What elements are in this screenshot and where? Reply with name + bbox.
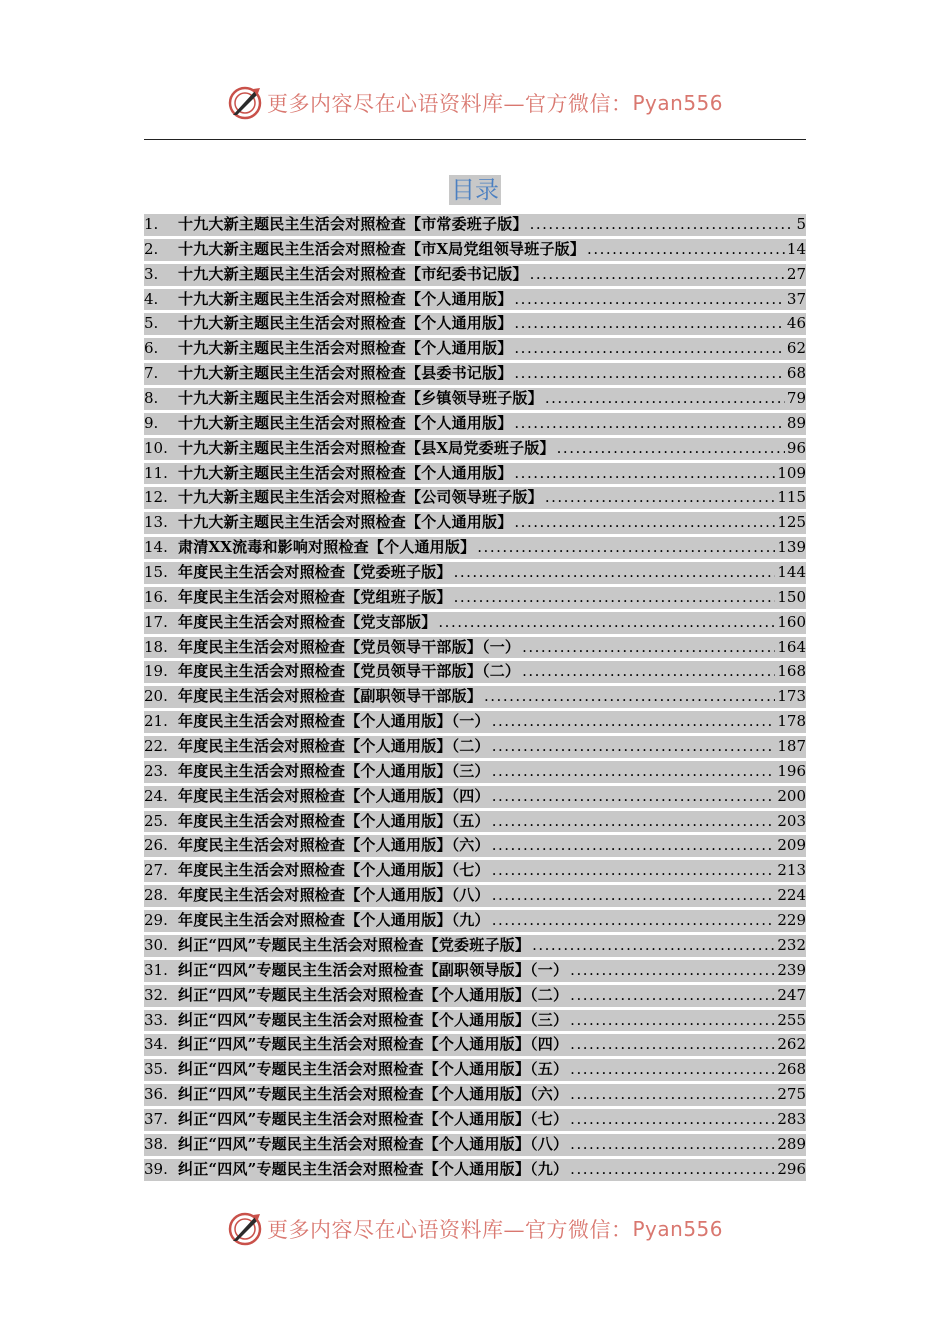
banner-wechat-id: Pyan556 [632,1217,723,1241]
toc-entry-page: 27 [786,264,806,283]
toc-entry-page: 239 [777,960,806,979]
toc-entry-number: 11. [144,463,168,482]
toc-entry[interactable] [144,313,806,338]
toc-entry-number: 34. [144,1035,168,1054]
toc-entry-leader [514,313,785,334]
toc-entry-number: 18. [144,637,168,656]
toc-entry-title: 十九大新主题民主生活会对照检查【个人通用版】 [178,463,513,482]
toc-entry-page: 268 [777,1060,806,1079]
toc-entry-title: 年度民主生活会对照检查【个人通用版】（八） [178,886,490,905]
toc-entry[interactable] [144,264,806,289]
toc-entry-page: 139 [777,538,806,557]
toc-entry[interactable] [144,985,806,1010]
toc-entry-page: 209 [777,836,806,855]
toc-entry-title: 纠正“四风”专题民主生活会对照检查【个人通用版】（六） [178,1085,569,1104]
toc-entry-number: 3. [144,264,159,283]
toc-entry-number: 7. [144,364,159,383]
toc-entry-leader [570,1059,775,1080]
toc-entry[interactable] [144,612,806,637]
toc-entry-leader [492,885,776,906]
toc-entry[interactable] [144,1059,806,1084]
toc-entry-number: 5. [144,314,159,333]
toc-entry-leader [492,761,776,782]
toc-entry-leader [570,1010,775,1031]
banner-text: 更多内容尽在心语资料库—官方微信： [266,1218,633,1242]
header-banner [0,83,950,123]
toc-entry-number: 32. [144,985,168,1004]
toc-entry-number: 2. [144,239,159,258]
toc-entry-title: 年度民主生活会对照检查【个人通用版】（二） [178,737,490,756]
toc-entry-page: 62 [786,339,806,358]
toc-entry[interactable] [144,214,806,239]
toc-entry[interactable] [144,289,806,314]
toc-entry-number: 37. [144,1109,168,1128]
toc-entry-title: 年度民主生活会对照检查【个人通用版】（一） [178,712,490,731]
toc-entry-leader [545,487,776,508]
toc-entry-page: 164 [777,637,806,656]
toc-entry[interactable] [144,835,806,860]
toc-entry-leader [514,363,785,384]
toc-entry-title: 年度民主生活会对照检查【党员领导干部版】（一） [178,637,521,656]
toc-entry-title: 纠正“四风”专题民主生活会对照检查【个人通用版】（二） [178,985,569,1004]
toc-entry-title: 年度民主生活会对照检查【个人通用版】（五） [178,811,490,830]
toc-entry-page: 37 [786,289,806,308]
toc-entry-number: 22. [144,737,168,756]
quill-logo-icon [227,1211,263,1247]
toc-entry-leader [522,637,775,658]
toc-entry-title: 年度民主生活会对照检查【党员领导干部版】（二） [178,662,521,681]
toc-entry-number: 35. [144,1060,168,1079]
toc-entry-number: 12. [144,488,168,507]
toc-entry[interactable] [144,637,806,662]
toc-entry-page: 229 [777,911,806,930]
toc-entry-page: 213 [777,861,806,880]
toc-entry[interactable] [144,463,806,488]
toc-entry-title: 十九大新主题民主生活会对照检查【乡镇领导班子版】 [178,389,543,408]
toc-entry-page: 109 [777,463,806,482]
toc-entry-leader [530,214,795,235]
toc-entry[interactable] [144,736,806,761]
toc-entry-title: 十九大新主题民主生活会对照检查【市X局党组领导班子版】 [178,239,586,258]
toc-entry-page: 46 [786,314,806,333]
toc-entry-leader [492,860,776,881]
toc-entry-leader [514,413,785,434]
toc-entry-title: 纠正“四风”专题民主生活会对照检查【个人通用版】（九） [178,1159,569,1178]
toc-entry-leader [484,686,775,707]
toc-entry-number: 31. [144,960,168,979]
toc-entry-leader [492,736,776,757]
toc-entry-title: 年度民主生活会对照检查【副职领导干部版】 [178,687,483,706]
toc-entry-number: 21. [144,712,168,731]
toc-entry[interactable] [144,338,806,363]
toc-entry-page: 125 [777,513,806,532]
toc-entry-number: 30. [144,935,168,954]
toc-entry-number: 4. [144,289,159,308]
toc-entry-page: 232 [777,935,806,954]
toc-entry-leader [514,338,785,359]
toc-entry-leader [514,512,775,533]
toc-entry-leader [454,587,776,608]
toc-entry-number: 9. [144,413,159,432]
toc-entry-title: 十九大新主题民主生活会对照检查【个人通用版】 [178,513,513,532]
toc-entry-page: 178 [777,712,806,731]
toc-entry-title: 纠正“四风”专题民主生活会对照检查【党委班子版】 [178,935,531,954]
toc-entry[interactable] [144,860,806,885]
toc-entry-number: 33. [144,1010,168,1029]
toc-entry-leader [570,1034,775,1055]
toc-entry-page: 247 [777,985,806,1004]
toc-entry-page: 89 [786,413,806,432]
toc-entry[interactable] [144,562,806,587]
toc-entry-number: 39. [144,1159,168,1178]
toc-entry-title: 十九大新主题民主生活会对照检查【县委书记版】 [178,364,513,383]
toc-entry-number: 25. [144,811,168,830]
toc-entry-leader [570,1084,775,1105]
toc-entry[interactable] [144,438,806,463]
toc-entry-title: 肃清XX流毒和影响对照检查【个人通用版】 [178,538,476,557]
toc-entry-page: 160 [777,612,806,631]
toc-entry-title: 纠正“四风”专题民主生活会对照检查【个人通用版】（七） [178,1109,569,1128]
toc-title: 目录 [451,176,499,204]
toc-entry-page: 187 [777,737,806,756]
toc-entry-title: 纠正“四风”专题民主生活会对照检查【副职领导版】（一） [178,960,569,979]
toc-entry-page: 5 [796,215,806,233]
toc-entry-leader [570,985,775,1006]
toc-entry[interactable] [144,935,806,960]
toc-entry-title: 年度民主生活会对照检查【个人通用版】（三） [178,761,490,780]
toc-entry-leader [530,264,785,285]
toc-entry-title: 年度民主生活会对照检查【党委班子版】 [178,563,452,582]
toc-entry-leader [570,1159,775,1180]
toc-entry[interactable] [144,388,806,413]
toc-entry-title: 纠正“四风”专题民主生活会对照检查【个人通用版】（四） [178,1035,569,1054]
toc-entry-number: 1. [144,215,159,233]
toc-entry-title: 十九大新主题民主生活会对照检查【市纪委书记版】 [178,264,528,283]
toc-entry[interactable] [144,960,806,985]
toc-entry-title: 十九大新主题民主生活会对照检查【个人通用版】 [178,413,513,432]
footer-banner [0,1209,950,1249]
toc-entry-title: 年度民主生活会对照检查【个人通用版】（七） [178,861,490,880]
toc-entry-title: 十九大新主题民主生活会对照检查【个人通用版】 [178,289,513,308]
toc-entry-leader [492,786,776,807]
toc-entry-page: 96 [786,438,806,457]
toc-entry-number: 8. [144,389,159,408]
toc-entry[interactable] [144,885,806,910]
toc-entry-number: 17. [144,612,168,631]
toc-entry-page: 144 [777,563,806,582]
toc-entry-number: 10. [144,438,168,457]
toc-entry-number: 19. [144,662,168,681]
toc-entry-number: 38. [144,1134,168,1153]
banner-wechat-id: Pyan556 [632,91,723,115]
toc-entry-leader [570,1134,775,1155]
toc-entry-page: 255 [777,1010,806,1029]
toc-entry-title: 十九大新主题民主生活会对照检查【个人通用版】 [178,314,513,333]
toc-entry-page: 115 [777,488,806,507]
toc-entry[interactable] [144,786,806,811]
toc-entry-number: 29. [144,911,168,930]
toc-entry-number: 24. [144,786,168,805]
toc-entry[interactable] [144,1109,806,1134]
toc-entry[interactable] [144,487,806,512]
toc-entry[interactable] [144,1159,806,1184]
toc-entry-title: 年度民主生活会对照检查【个人通用版】（九） [178,911,490,930]
toc-entry[interactable] [144,587,806,612]
toc-entry-leader [514,289,785,310]
toc-entry-leader [587,239,785,260]
header-divider [144,139,806,140]
toc-entry-leader [477,537,775,558]
toc-entry-title: 十九大新主题民主生活会对照检查【市常委班子版】 [178,215,528,233]
toc-entry[interactable] [144,761,806,786]
toc-entry-page: 275 [777,1085,806,1104]
quill-logo-icon [227,85,263,121]
toc-entry-number: 36. [144,1085,168,1104]
toc-entry[interactable] [144,537,806,562]
toc-entry-page: 289 [777,1134,806,1153]
toc-entry[interactable] [144,1010,806,1035]
toc-entry-leader [522,661,775,682]
toc-entry-number: 28. [144,886,168,905]
toc-entry-page: 262 [777,1035,806,1054]
toc-entry-page: 296 [777,1159,806,1178]
toc-entry-title: 年度民主生活会对照检查【个人通用版】（四） [178,786,490,805]
toc-entry[interactable] [144,711,806,736]
toc-entry-number: 6. [144,339,159,358]
toc-entry-page: 224 [777,886,806,905]
toc-entry-number: 13. [144,513,168,532]
toc-entry-leader [557,438,785,459]
toc-entry-number: 14. [144,538,168,557]
toc-entry[interactable] [144,910,806,935]
toc-entry-page: 203 [777,811,806,830]
toc-entry-leader [492,835,776,856]
toc-entry[interactable] [144,1084,806,1109]
toc-entry-title: 十九大新主题民主生活会对照检查【县X局党委班子版】 [178,438,555,457]
toc-entry[interactable] [144,661,806,686]
toc-entry-page: 283 [777,1109,806,1128]
toc-entry-number: 27. [144,861,168,880]
toc-entry-page: 150 [777,587,806,606]
toc-entry-title: 年度民主生活会对照检查【党组班子版】 [178,587,452,606]
toc-entry-title: 纠正“四风”专题民主生活会对照检查【个人通用版】（八） [178,1134,569,1153]
toc-entry[interactable] [144,363,806,388]
toc-entry-number: 26. [144,836,168,855]
toc-entry-leader [492,910,776,931]
toc-entry-page: 168 [777,662,806,681]
toc-entry[interactable] [144,1034,806,1059]
toc-entry-page: 173 [777,687,806,706]
toc-entry[interactable] [144,686,806,711]
toc-entry-title: 十九大新主题民主生活会对照检查【个人通用版】 [178,339,513,358]
toc-entry-title: 年度民主生活会对照检查【个人通用版】（六） [178,836,490,855]
toc-entry-title: 纠正“四风”专题民主生活会对照检查【个人通用版】（五） [178,1060,569,1079]
toc-entry-page: 68 [786,364,806,383]
toc-entry-page: 200 [777,786,806,805]
toc-entry[interactable] [144,239,806,264]
toc-entry-number: 15. [144,563,168,582]
toc-entry-leader [532,935,775,956]
toc-entry-page: 14 [786,239,806,258]
toc-entry-leader [492,711,776,732]
toc-entry-number: 16. [144,587,168,606]
toc-entry-page: 196 [777,761,806,780]
toc-entry-leader [438,612,775,633]
toc-entry-leader [545,388,785,409]
toc-entry-leader [570,960,775,981]
toc-entry-leader [570,1109,775,1130]
toc-list [144,214,806,1184]
toc-entry[interactable] [144,512,806,537]
toc-entry-leader [514,463,775,484]
toc-entry-leader [492,811,776,832]
toc-entry[interactable] [144,811,806,836]
toc-entry-page: 79 [786,389,806,408]
toc-entry-number: 20. [144,687,168,706]
toc-entry-leader [454,562,776,583]
toc-entry-title: 纠正“四风”专题民主生活会对照检查【个人通用版】（三） [178,1010,569,1029]
toc-entry-title: 年度民主生活会对照检查【党支部版】 [178,612,437,631]
toc-entry-number: 23. [144,761,168,780]
banner-text: 更多内容尽在心语资料库—官方微信： [266,92,633,116]
toc-entry-title: 十九大新主题民主生活会对照检查【公司领导班子版】 [178,488,543,507]
toc-entry[interactable] [144,1134,806,1159]
toc-entry[interactable] [144,413,806,438]
